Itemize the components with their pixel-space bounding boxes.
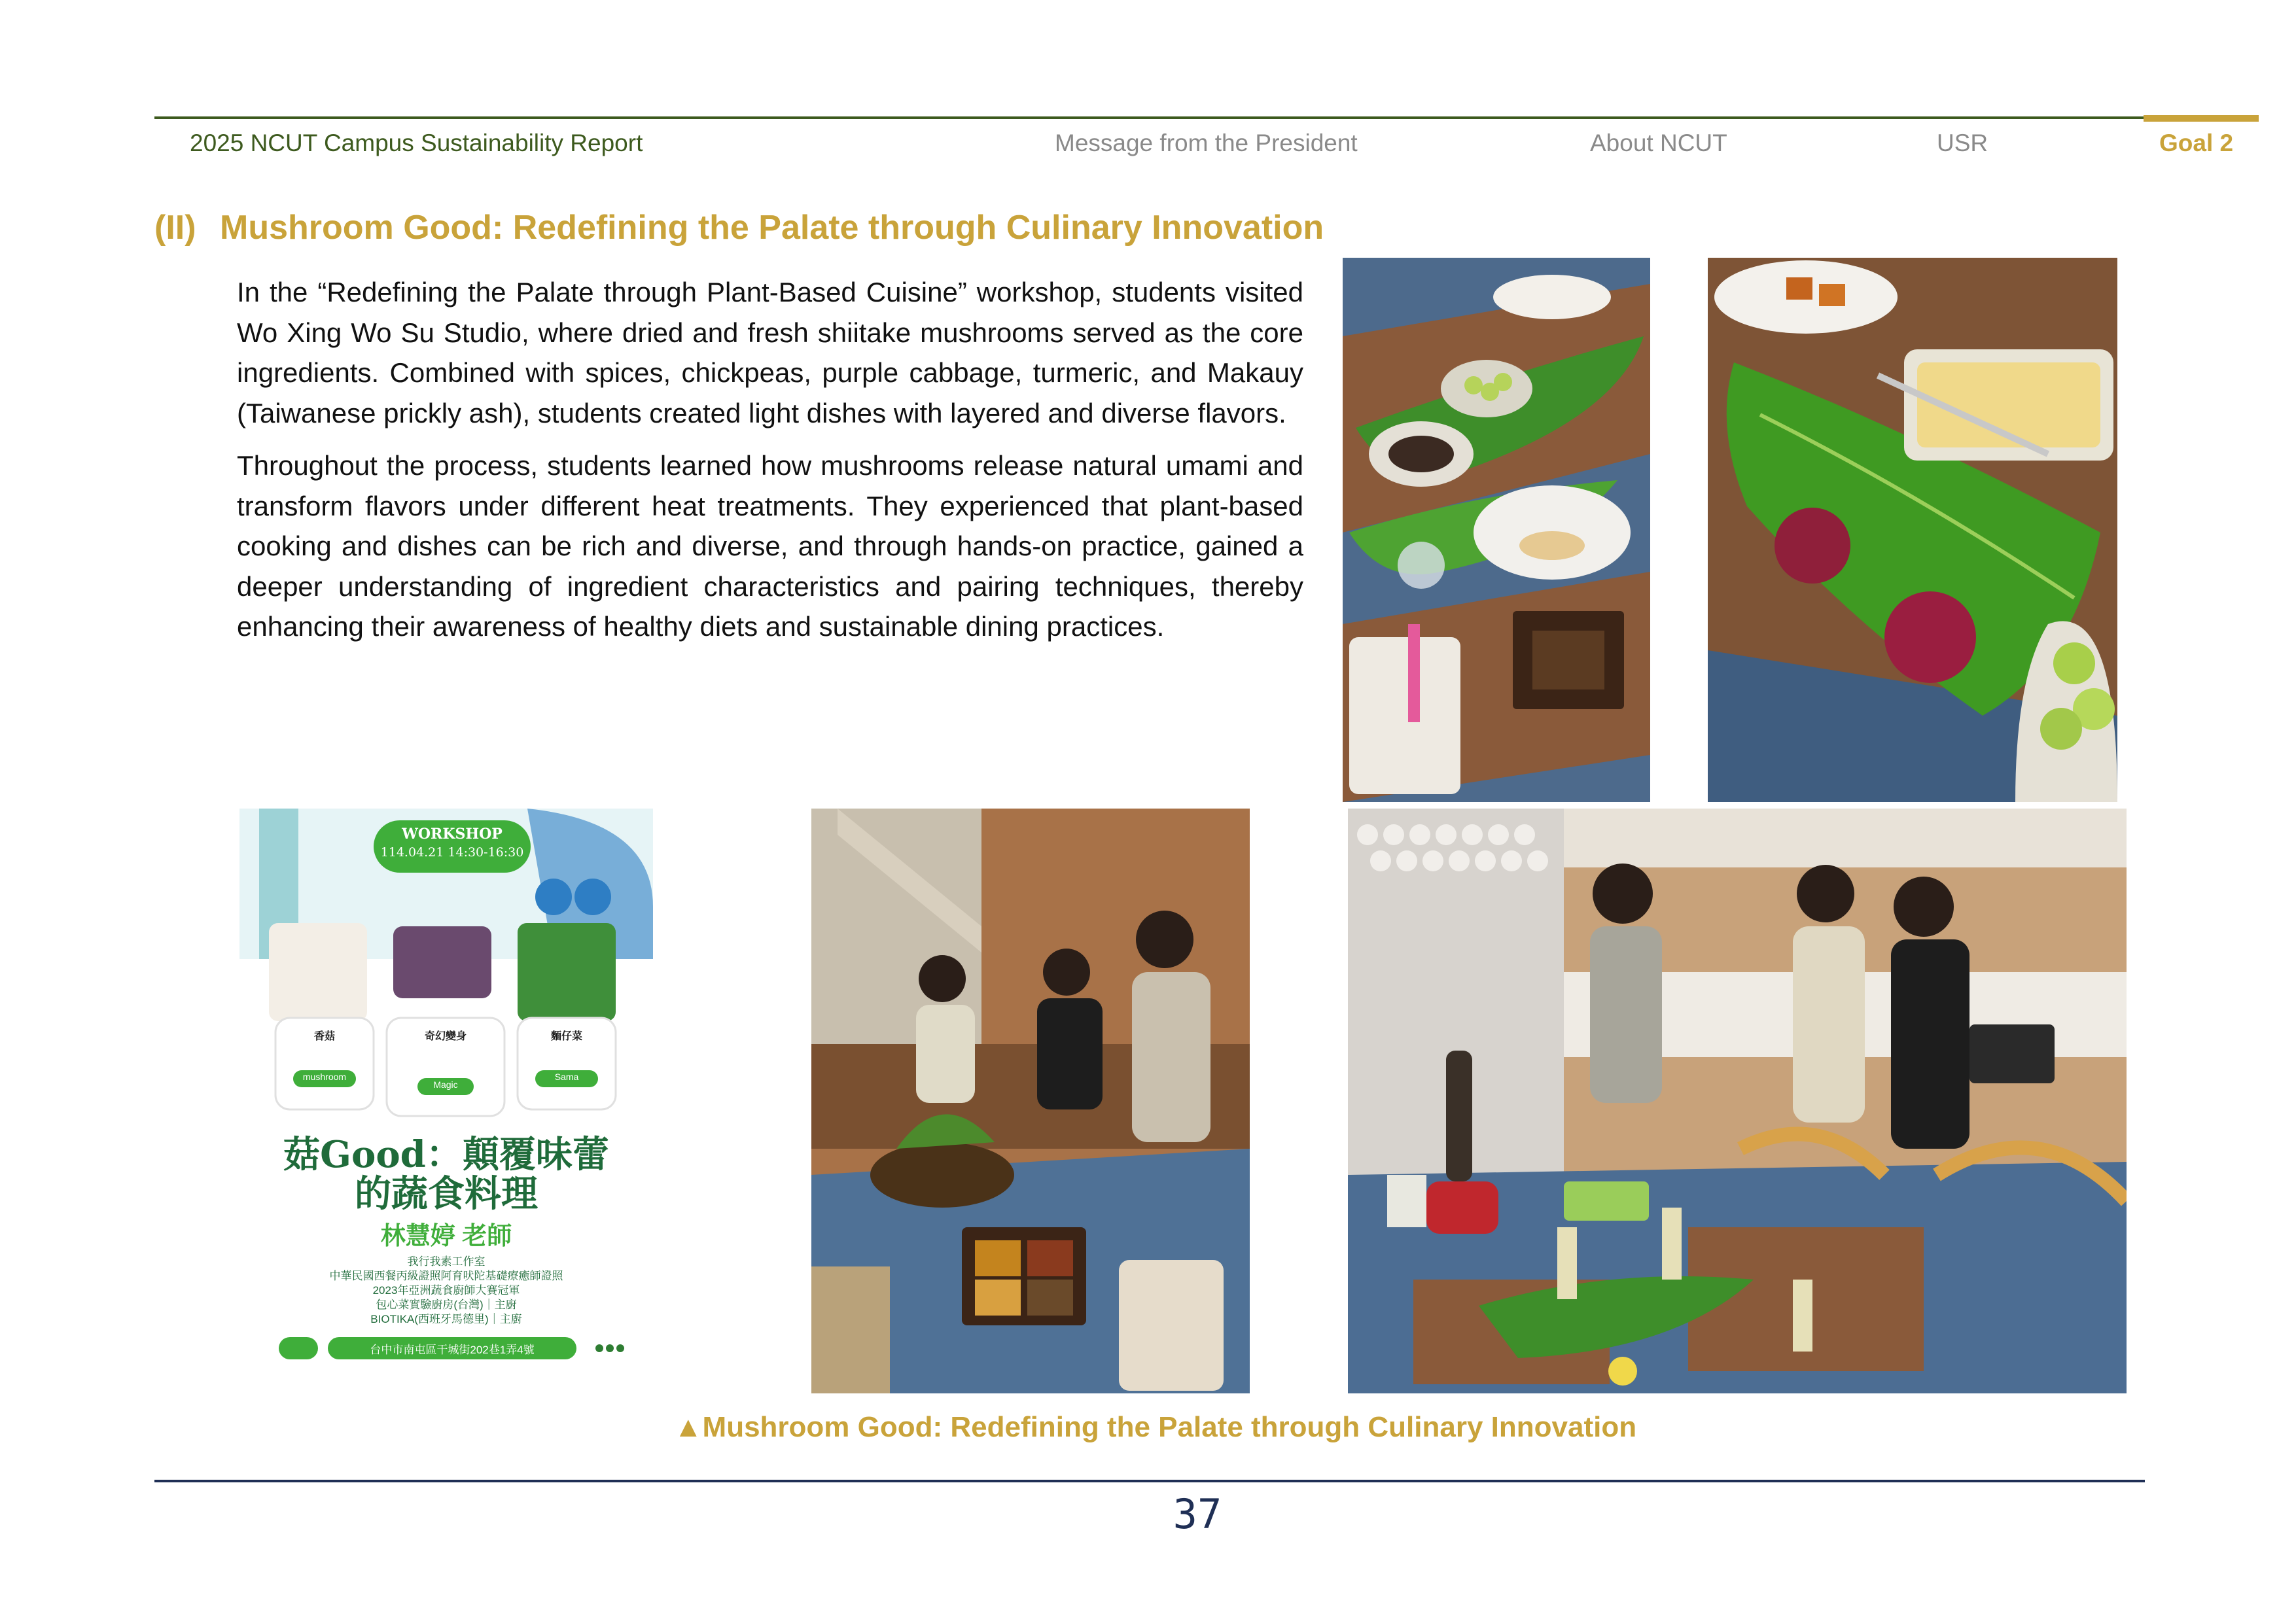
section-number: (II) — [154, 209, 196, 247]
section-title — [154, 208, 1324, 247]
header-rule — [154, 116, 2144, 119]
poster-pill-2: Magic — [433, 1079, 458, 1090]
nav-message-from-president[interactable]: Message from the President — [1055, 130, 1358, 156]
poster-cred-4: 包心菜實驗廚房(台灣)｜主廚 — [376, 1299, 517, 1311]
figure-caption: ▲Mushroom Good: Redefining the Palate through Culinary Innovation — [674, 1411, 1637, 1443]
poster-title-1: 菇Good：顛覆味蕾 — [283, 1133, 609, 1176]
header-accent-bar — [2144, 115, 2259, 122]
section-heading: Mushroom Good: Redefining the Palate through Culinary Innovation — [220, 209, 1324, 247]
poster-workshop: WORKSHOP — [402, 826, 503, 843]
body-text — [237, 272, 1303, 647]
photo-dishes-table — [1343, 258, 1650, 802]
poster-item-1: 香菇 — [313, 1031, 335, 1042]
workshop-poster — [239, 809, 653, 1393]
report-title: 2025 NCUT Campus Sustainability Report — [190, 130, 643, 156]
footer-rule — [154, 1480, 2145, 1482]
poster-cred-3: 2023年亞洲蔬食廚師大賽冠軍 — [372, 1284, 520, 1297]
poster-item-3: 麵仔菜 — [550, 1031, 582, 1042]
page-number: 37 — [1173, 1490, 1222, 1538]
photo-leaf-radish — [1708, 258, 2117, 802]
photo-workshop-group — [811, 809, 1250, 1393]
paragraph-1: In the “Redefining the Palate through Plant-Based Cuisine” workshop, students visited Wo Xing Wo Su Studio, where dried and fresh shiitake mushrooms served as the core ingredients. Combined with spices, chickpeas, purple cabbage, turmeric, and Makauy (Taiwanese prickly ash), students created light dishes with layered and diverse flavors. — [237, 277, 1303, 428]
poster-cred-2: 中華民國西餐丙級證照阿育吠陀基礎療癒師證照 — [329, 1270, 563, 1282]
poster-item-2: 奇幻變身 — [424, 1031, 467, 1042]
poster-address: 台中市南屯區干城街202巷1弄4號 — [370, 1344, 535, 1356]
poster-cred-5: BIOTIKA(西班牙馬德里)｜主廚 — [370, 1313, 522, 1325]
poster-pill-3: Sama — [554, 1072, 579, 1082]
poster-date: 114.04.21 14:30-16:30 — [380, 845, 524, 860]
poster-teacher: 林慧婷 老師 — [380, 1223, 512, 1250]
nav-about-ncut[interactable]: About NCUT — [1590, 130, 1727, 156]
nav-usr[interactable]: USR — [1937, 130, 1988, 156]
photo-kitchen-demo — [1348, 809, 2127, 1393]
poster-title-2: 的蔬食料理 — [355, 1172, 538, 1215]
poster-pill-1: mushroom — [302, 1072, 347, 1082]
paragraph-2: Throughout the process, students learned how mushrooms release natural umami and transform flavors under different heat treatments. They experienced that plant-based cooking and dishes can be rich and diverse, and through hands-on practice, gained a deeper understanding of ingredient characteristics and pairing techniques, thereby enhancing their awareness of healthy diets and sustainable dining practices. — [237, 450, 1303, 642]
poster-cred-1: 我行我素工作室 — [407, 1255, 486, 1268]
nav-goal-2[interactable]: Goal 2 — [2159, 130, 2234, 156]
